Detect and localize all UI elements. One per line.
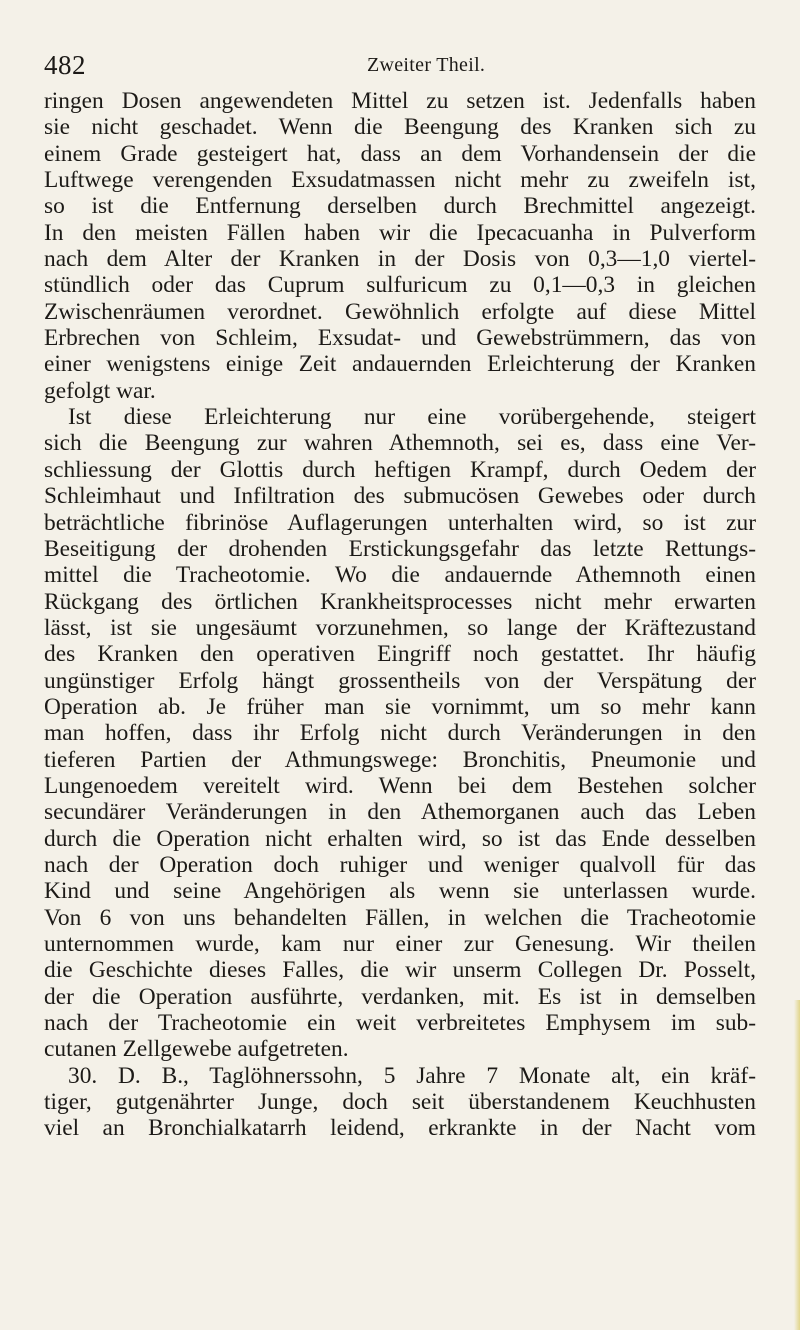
text-line: Lungenoedem vereitelt wird. Wenn bei dem Bestehen solcher — [44, 772, 756, 799]
text-line: Kind und seine Angehörigen als wenn sie unterlassen wurde. — [44, 878, 756, 905]
text-line: tieferen Partien der Athmungswege: Bronchitis, Pneumonie und — [44, 746, 756, 773]
text-line: Erbrechen von Schleim, Exsudat- und Gewebstrümmern, das von — [44, 325, 756, 352]
text-line: einem Grade gesteigert hat, dass an dem Vorhandensein der die — [44, 140, 756, 167]
text-line: Luftwege verengenden Exsudatmassen nicht mehr zu zweifeln ist, — [44, 167, 756, 194]
text-line: Beseitigung der drohenden Erstickungsgefahr das letzte Rettungs- — [44, 535, 756, 562]
running-head: Zweiter Theil. — [367, 54, 486, 76]
text-line: Schleimhaut und Infiltration des submucösen Gewebes oder durch — [44, 483, 756, 510]
text-line: viel an Bronchialkatarrh leidend, erkrankte in der Nacht vom — [44, 1115, 756, 1142]
text-line: sich die Beengung zur wahren Athemnoth, sei es, dass eine Ver- — [44, 430, 756, 457]
page-edge-discoloration — [794, 1000, 800, 1330]
text-line: ungünstiger Erfolg hängt grossentheils von der Verspätung der — [44, 667, 756, 694]
page-header — [44, 50, 754, 86]
text-line: In den meisten Fällen haben wir die Ipecacuanha in Pulverform — [44, 219, 756, 246]
text-line: mittel die Tracheotomie. Wo die andauernde Athemnoth einen — [44, 562, 756, 589]
text-line: tiger, gutgenährter Junge, doch seit überstandenem Keuchhusten — [44, 1089, 756, 1116]
text-line: beträchtliche fibrinöse Auflagerungen unterhalten wird, so ist zur — [44, 509, 756, 536]
text-line: des Kranken den operativen Eingriff noch gestattet. Ihr häufig — [44, 641, 756, 668]
text-line: ringen Dosen angewendeten Mittel zu setzen ist. Jedenfalls haben — [44, 88, 756, 114]
text-line: so ist die Entfernung derselben durch Brechmittel angezeigt. — [44, 193, 756, 220]
text-line: unternommen wurde, kam nur einer zur Genesung. Wir theilen — [44, 931, 756, 957]
body-text — [44, 88, 756, 1142]
text-line: nach der Tracheotomie ein weit verbreitetes Emphysem im sub- — [44, 1010, 756, 1037]
text-line: man hoffen, dass ihr Erfolg nicht durch Veränderungen in den — [44, 720, 756, 747]
text-line: sie nicht geschadet. Wenn die Beengung des Kranken sich zu — [44, 114, 756, 141]
text-line: Zwischenräumen verordnet. Gewöhnlich erfolgte auf diese Mittel — [44, 298, 756, 325]
page-number: 482 — [44, 50, 86, 80]
text-line: durch die Operation nicht erhalten wird, so ist das Ende desselben — [44, 825, 756, 852]
paragraph — [44, 404, 756, 1063]
text-line: Von 6 von uns behandelten Fällen, in welchen die Tracheotomie — [44, 904, 756, 931]
paragraph — [44, 88, 756, 404]
text-line: Rückgang des örtlichen Krankheitsprocesses nicht mehr erwarten — [44, 588, 756, 615]
text-line: Operation ab. Je früher man sie vornimmt, um so mehr kann — [44, 693, 756, 720]
text-line: schliessung der Glottis durch heftigen Krampf, durch Oedem der — [44, 456, 756, 483]
text-line: gefolgt war. — [44, 377, 156, 404]
text-line: der die Operation ausführte, verdanken, mit. Es ist in demselben — [44, 983, 756, 1010]
text-line: cutanen Zellgewebe aufgetreten. — [44, 1036, 349, 1063]
text-line: Ist diese Erleichterung nur eine vorübergehende, steigert — [68, 404, 756, 431]
text-line: secundärer Veränderungen in den Athemorganen auch das Leben — [44, 799, 756, 826]
text-line: die Geschichte dieses Falles, die wir unserm Collegen Dr. Posselt, — [44, 957, 756, 984]
text-line: nach der Operation doch ruhiger und weniger qualvoll für das — [44, 851, 756, 878]
text-line: 30. D. B., Taglöhnerssohn, 5 Jahre 7 Monate alt, ein kräf- — [68, 1062, 756, 1089]
text-line: stündlich oder das Cuprum sulfuricum zu 0,1—0,3 in gleichen — [44, 272, 756, 299]
text-line: einer wenigstens einige Zeit andauernden Erleichterung der Kranken — [44, 351, 756, 378]
text-line: lässt, ist sie ungesäumt vorzunehmen, so lange der Kräftezustand — [44, 614, 756, 641]
text-line: nach dem Alter der Kranken in der Dosis von 0,3—1,0 viertel- — [44, 246, 756, 273]
paragraph — [44, 1063, 756, 1142]
